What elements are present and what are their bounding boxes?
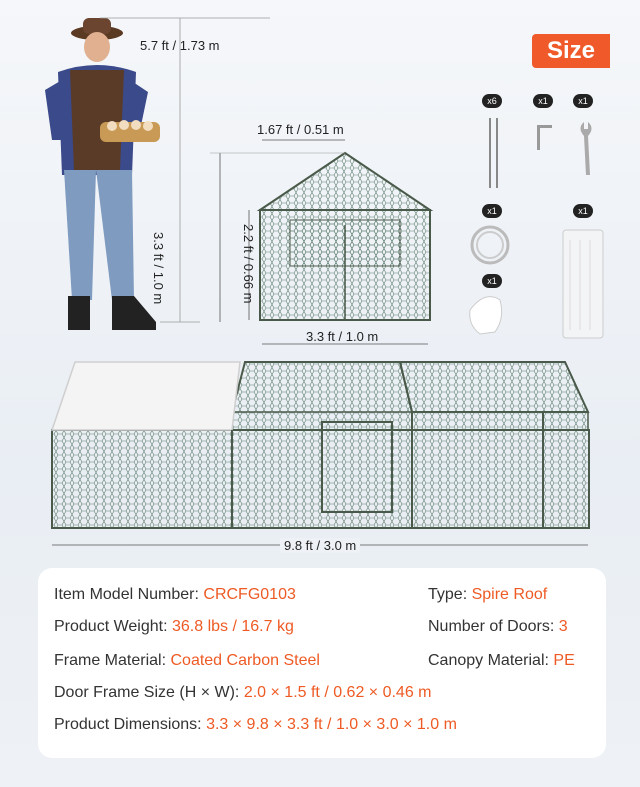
specs-panel	[38, 568, 606, 758]
coop-front-view	[260, 153, 430, 320]
spec-canopy-label: Canopy Material:	[428, 652, 549, 669]
hex-key-qty: x1	[533, 94, 553, 108]
spec-weight	[54, 618, 294, 636]
spec-frame-label: Frame Material:	[54, 652, 167, 669]
spec-canopy-value: PE	[553, 652, 575, 669]
spec-frame	[54, 652, 320, 670]
roof-peak-width-label: 1.67 ft / 0.51 m	[257, 122, 344, 137]
spec-model-value: CRCFG0103	[203, 586, 296, 603]
size-badge: Size	[532, 34, 610, 68]
spec-product-dims	[54, 716, 457, 734]
spec-canopy	[428, 652, 575, 670]
spec-product-dims-value: 3.3 × 9.8 × 3.3 ft / 1.0 × 3.0 × 1.0 m	[206, 716, 457, 733]
cable-ties-qty: x1	[573, 204, 593, 218]
spec-doors	[428, 618, 568, 636]
person-height-label: 5.7 ft / 1.73 m	[140, 38, 220, 53]
stake-qty: x6	[482, 94, 502, 108]
spec-doors-value: 3	[558, 618, 568, 635]
spec-door-size	[54, 684, 432, 702]
accessories	[470, 118, 603, 338]
wire-coil-qty: x1	[482, 204, 502, 218]
spec-model	[54, 586, 296, 604]
spec-product-dims-label: Product Dimensions:	[54, 716, 202, 733]
gloves-qty: x1	[482, 274, 502, 288]
spec-weight-value: 36.8 lbs / 16.7 kg	[172, 618, 294, 635]
length-label: 9.8 ft / 3.0 m	[280, 538, 360, 553]
width-label: 3.3 ft / 1.0 m	[306, 329, 379, 344]
wrench-qty: x1	[573, 94, 593, 108]
total-height-label: 3.3 ft / 1.0 m	[151, 232, 166, 305]
spec-model-label: Item Model Number:	[54, 586, 199, 603]
spec-frame-value: Coated Carbon Steel	[170, 652, 320, 669]
coop-main-view	[52, 362, 589, 528]
spec-type	[428, 586, 547, 604]
spec-weight-label: Product Weight:	[54, 618, 168, 635]
person-figure	[45, 18, 160, 330]
spec-door-size-label: Door Frame Size (H × W):	[54, 684, 240, 701]
spec-type-value: Spire Roof	[471, 586, 548, 603]
spec-type-label: Type:	[428, 586, 468, 603]
spec-doors-label: Number of Doors:	[428, 618, 555, 635]
wall-height-label: 2.2 ft / 0.66 m	[241, 224, 256, 304]
spec-door-size-value: 2.0 × 1.5 ft / 0.62 × 0.46 m	[243, 684, 432, 701]
